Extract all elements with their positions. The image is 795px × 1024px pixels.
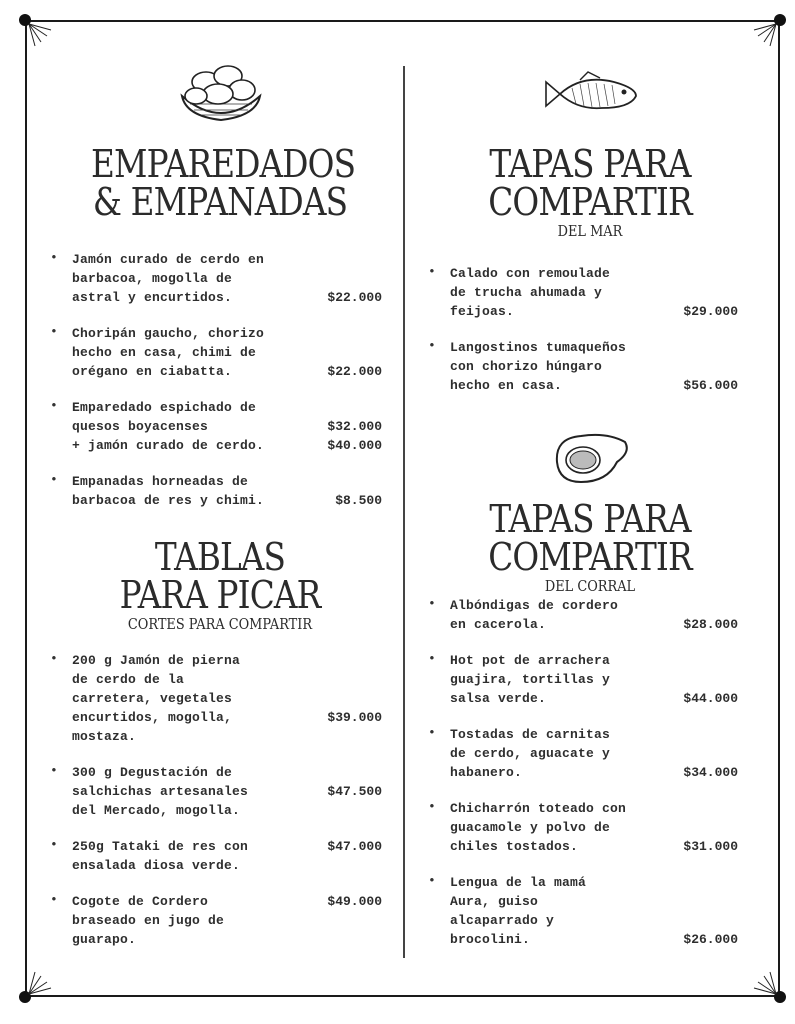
item-price: $44.000 [683,691,738,706]
corner-burst-icon [752,22,778,48]
menu-item [428,264,738,321]
item-price: $22.000 [327,364,382,379]
item-price: $22.000 [327,290,382,305]
title-line-2: COMPARTIR [488,180,692,224]
section-subtitle: CORTES PARA COMPARTIR [127,615,313,633]
menu-item [50,651,382,746]
item-description: Emparedado espichado de quesos boyacenses + jamón curado de cerdo. [72,400,265,453]
title-line-1: EMPAREDADOS [91,142,356,186]
section-title-tablas [91,535,349,633]
title-line-1: TAPAS PARA [489,497,691,541]
menu-item [428,799,738,856]
item-price: $26.000 [683,932,738,947]
item-description: Tostadas de carnitas de cerdo, aguacate y habanero. [450,727,611,780]
bullet-icon: • [50,324,58,339]
item-prices [683,763,738,782]
fish-icon [542,68,640,118]
item-description: Choripán gaucho, chorizo hecho en casa, chimi de orégano en ciabatta. [72,326,265,379]
menu-item [428,338,738,395]
item-description: Albóndigas de cordero en cacerola. [450,598,619,632]
bullet-icon: • [50,651,58,666]
item-description: Calado con remoulade de trucha ahumada y feijoas. [450,266,611,319]
menu-item [428,651,738,708]
item-description: Lengua de la mamá Aura, guiso alcaparrado y brocolini. [450,875,587,947]
item-prices [683,837,738,856]
menu-item [50,398,382,455]
item-prices [327,362,382,381]
item-prices [683,615,738,634]
bullet-icon: • [50,398,58,413]
bullet-icon: • [428,873,436,888]
tapas-mar-list [428,264,738,412]
item-price: $34.000 [683,765,738,780]
item-prices [683,689,738,708]
item-description: 300 g Degustación de salchichas artesanales del Mercado, mogolla. [72,765,249,818]
bullet-icon: • [50,763,58,778]
bullet-icon: • [428,725,436,740]
menu-item [50,324,382,381]
title-line-2: & EMPANADAS [92,180,348,224]
title-line-2: COMPARTIR [488,535,692,579]
section-title-tapas-mar [461,142,719,240]
bullet-icon: • [428,338,436,353]
bullet-icon: • [428,651,436,666]
item-prices [683,302,738,321]
item-prices [683,930,738,949]
bread-basket-icon [176,60,266,126]
item-description: 200 g Jamón de pierna de cerdo de la carretera, vegetales encurtidos, mogolla, mostaza. [72,653,241,744]
item-price: $47.500 [327,784,382,799]
item-prices [327,837,382,856]
corner-burst-icon [27,970,53,996]
emparedados-list [50,250,382,527]
item-prices [327,782,382,801]
bullet-icon: • [428,596,436,611]
column-divider [403,66,405,958]
item-prices [327,892,382,911]
item-price: $31.000 [683,839,738,854]
menu-item [50,763,382,820]
item-price: $29.000 [683,304,738,319]
item-prices [327,288,382,307]
item-description: Empanadas horneadas de barbacoa de res y chimi. [72,474,265,508]
title-line-1: TAPAS PARA [489,142,691,186]
bullet-icon: • [428,264,436,279]
item-price: $8.500 [335,493,382,508]
item-price: $49.000 [327,894,382,909]
item-description: 250g Tataki de res con ensalada diosa verde. [72,839,249,873]
bullet-icon: • [50,837,58,852]
item-description: Hot pot de arrachera guajira, tortillas y salsa verde. [450,653,611,706]
item-description: Jamón curado de cerdo en barbacoa, mogolla de astral y encurtidos. [72,252,265,305]
item-prices [327,417,382,455]
section-title-emparedados [91,142,356,224]
item-price: $39.000 [327,710,382,725]
title-line-2: PARA PICAR [119,573,321,617]
item-description: Langostinos tumaqueños con chorizo húngaro hecho en casa. [450,340,627,393]
corner-burst-icon [27,22,53,48]
item-description: Chicharrón toteado con guacamole y polvo de chiles tostados. [450,801,627,854]
item-prices [335,491,382,510]
section-subtitle: DEL MAR [557,222,623,240]
menu-item [50,472,382,510]
menu-item [50,837,382,875]
item-prices [683,376,738,395]
menu-item [50,892,382,949]
item-description: Cogote de Cordero braseado en jugo de guarapo. [72,894,225,947]
bullet-icon: • [50,472,58,487]
tapas-corral-list [428,596,738,966]
item-price: $56.000 [683,378,738,393]
bullet-icon: • [50,892,58,907]
title-line-1: TABLAS [154,535,286,579]
item-price: $40.000 [327,438,382,453]
bullet-icon: • [428,799,436,814]
menu-item [428,596,738,634]
bullet-icon: • [50,250,58,265]
section-subtitle: DEL CORRAL [544,577,636,595]
avocado-icon [551,430,631,486]
item-price: $32.000 [327,419,382,434]
item-price: $47.000 [327,839,382,854]
corner-burst-icon [752,970,778,996]
tablas-list [50,651,382,966]
menu-item [428,873,738,949]
section-title-tapas-corral [461,497,719,595]
menu-item [428,725,738,782]
item-price: $28.000 [683,617,738,632]
item-prices [327,708,382,727]
menu-item [50,250,382,307]
